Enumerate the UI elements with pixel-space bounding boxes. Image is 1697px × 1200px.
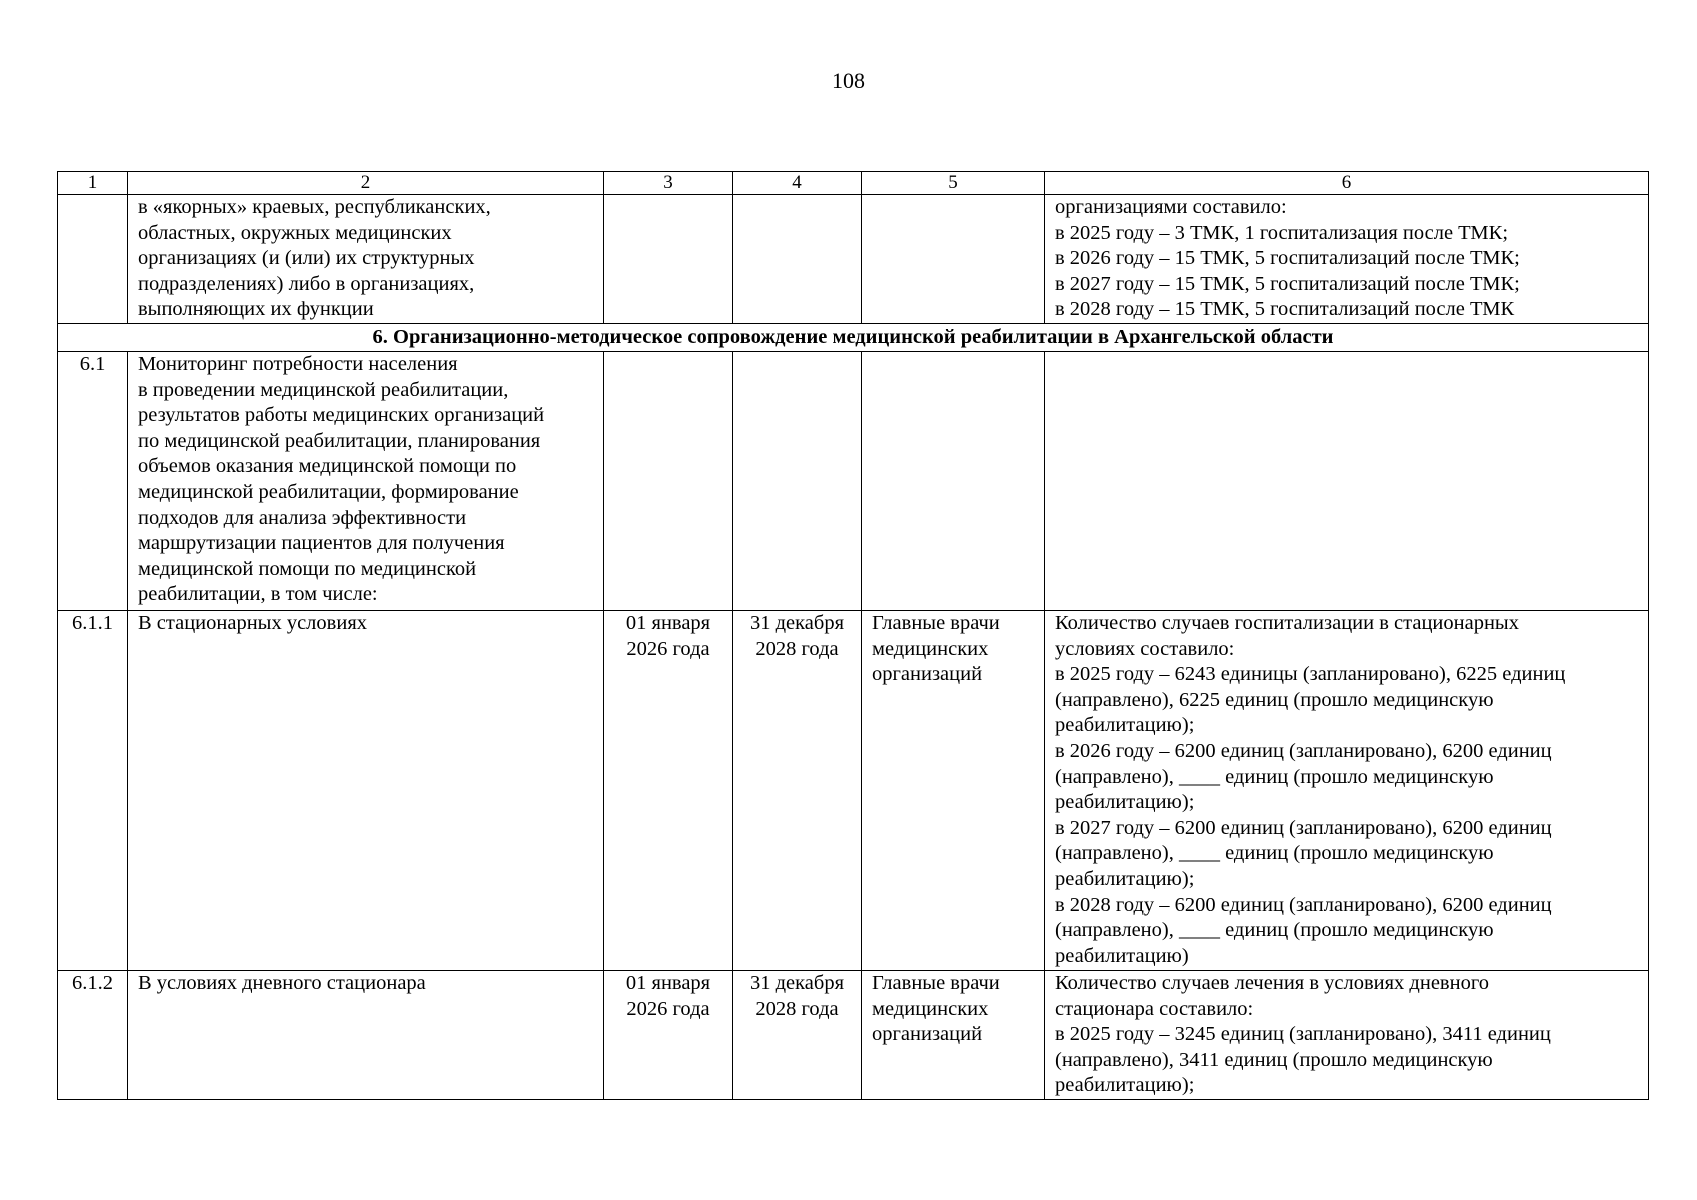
row-end-date: 31 декабря 2028 года [733, 611, 862, 971]
row-responsible: Главные врачи медицинских организаций [862, 971, 1045, 1100]
row-number: 6.1 [58, 352, 128, 611]
row-start-date [604, 352, 733, 611]
row-number [58, 195, 128, 324]
column-header-4: 4 [733, 172, 862, 195]
page-number: 108 [832, 68, 865, 93]
row-description: В условиях дневного стационара [128, 971, 604, 1100]
column-header-1: 1 [58, 172, 128, 195]
table-row-6-1-1 [58, 611, 1649, 971]
plan-table [57, 171, 1649, 1100]
row-result [1045, 352, 1649, 611]
column-header-3: 3 [604, 172, 733, 195]
column-header-5: 5 [862, 172, 1045, 195]
row-number: 6.1.1 [58, 611, 128, 971]
column-header-row [58, 172, 1649, 195]
row-responsible: Главные врачи медицинских организаций [862, 611, 1045, 971]
table-row-6-1-2 [58, 971, 1649, 1100]
row-end-date [733, 352, 862, 611]
row-end-date: 31 декабря 2028 года [733, 971, 862, 1100]
row-start-date [604, 195, 733, 324]
table-row-continuation [58, 195, 1649, 324]
row-description: Мониторинг потребности населения в проведении медицинской реабилитации, результатов работы медицинских организаций по медицинской реабилитации, планирования объемов оказания медицинской помощи по медицинской реабилитации, формирование подходов для анализа эффективности маршрутизации пациентов для получения медицинской помощи по медицинской реабилитации, в том числе: [128, 352, 604, 611]
row-responsible [862, 352, 1045, 611]
row-description: В стационарных условиях [128, 611, 604, 971]
row-number: 6.1.2 [58, 971, 128, 1100]
row-result: Количество случаев госпитализации в стационарных условиях составило: в 2025 году – 6243 единицы (запланировано), 6225 единиц (направлено), 6225 единиц (прошло медицинскую реабилитацию); в 2026 году – 6200 единиц (запланировано), 6200 единиц (направлено), ____ единиц (прошло медицинскую реабилитацию); в 2027 году – 6200 единиц (запланировано), 6200 единиц (направлено), ____ единиц (прошло медицинскую реабилитацию); в 2028 году – 6200 единиц (запланировано), 6200 единиц (направлено), ____ единиц (прошло медицинскую реабилитацию) [1045, 611, 1649, 971]
row-result: организациями составило: в 2025 году – 3 ТМК, 1 госпитализация после ТМК; в 2026 году – 15 ТМК, 5 госпитализаций после ТМК; в 2027 году – 15 ТМК, 5 госпитализаций после ТМК; в 2028 году – 15 ТМК, 5 госпитализаций после ТМК [1045, 195, 1649, 324]
table-row-6-1 [58, 352, 1649, 611]
column-header-2: 2 [128, 172, 604, 195]
section-heading-row [58, 324, 1649, 352]
row-end-date [733, 195, 862, 324]
section-heading: 6. Организационно-методическое сопровождение медицинской реабилитации в Архангельской области [58, 324, 1649, 352]
column-header-6: 6 [1045, 172, 1649, 195]
row-result: Количество случаев лечения в условиях дневного стационара составило: в 2025 году – 3245 единиц (запланировано), 3411 единиц (направлено), 3411 единиц (прошло медицинскую реабилитацию); [1045, 971, 1649, 1100]
row-responsible [862, 195, 1045, 324]
row-start-date: 01 января 2026 года [604, 971, 733, 1100]
row-description: в «якорных» краевых, республиканских, областных, окружных медицинских организациях (и (или) их структурных подразделениях) либо в организациях, выполняющих их функции [128, 195, 604, 324]
row-start-date: 01 января 2026 года [604, 611, 733, 971]
